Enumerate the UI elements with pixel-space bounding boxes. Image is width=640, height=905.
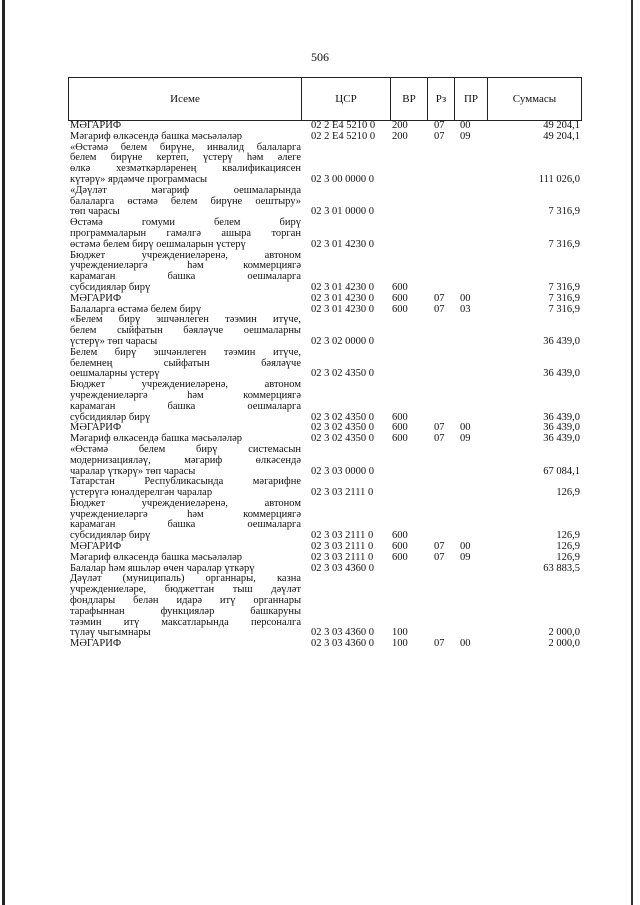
table-row <box>70 240 584 251</box>
row-sum <box>487 499 582 510</box>
row-vr <box>390 218 427 229</box>
row-sum <box>487 402 582 413</box>
row-sum: 7 316,9 <box>548 292 580 304</box>
row-vr <box>390 164 427 175</box>
row-rz <box>427 488 454 499</box>
row-sum <box>487 391 582 402</box>
row-csr: 02 3 03 2111 0 <box>311 551 374 563</box>
row-name-line: Балалар һәм яшьләр өчен чаралар үткәрү <box>70 562 255 574</box>
header-sum: Суммасы <box>512 93 557 105</box>
row-csr: 02 3 03 2111 0 <box>311 487 374 499</box>
row-vr: 600 <box>392 292 408 304</box>
row-pr <box>454 143 487 154</box>
row-sum: 2 000,0 <box>548 627 580 639</box>
row-vr <box>390 467 427 478</box>
row-pr <box>454 380 487 391</box>
row-csr <box>301 596 390 607</box>
row-sum: 7 316,9 <box>548 238 580 250</box>
row-rz <box>427 585 454 596</box>
row-pr <box>454 240 487 251</box>
row-pr <box>454 391 487 402</box>
row-sum <box>487 348 582 359</box>
row-rz <box>427 596 454 607</box>
scan-edge-left <box>2 0 5 905</box>
row-pr <box>454 164 487 175</box>
row-pr: 09 <box>460 130 471 142</box>
row-vr <box>390 564 427 575</box>
row-rz <box>427 520 454 531</box>
row-pr <box>454 564 487 575</box>
row-pr <box>454 628 487 639</box>
row-rz: 07 <box>434 130 445 142</box>
row-name-line: белем сыйфатын бәяләүче оешмаларны <box>70 325 301 337</box>
row-rz: 07 <box>434 638 445 650</box>
table-row <box>70 294 584 305</box>
row-pr <box>454 272 487 283</box>
row-sum: 126,9 <box>556 541 580 553</box>
row-csr <box>301 445 390 456</box>
row-pr <box>454 607 487 618</box>
row-name-line: МӘГАРИФ <box>70 541 122 553</box>
row-name-line: Бюджет учреждениеләренә, автоном <box>70 249 301 261</box>
row-vr <box>390 445 427 456</box>
table-row <box>70 639 584 650</box>
row-sum: 36 439,0 <box>543 411 580 423</box>
row-vr <box>390 391 427 402</box>
row-pr: 00 <box>460 120 471 131</box>
table-row <box>70 456 584 467</box>
row-rz <box>427 477 454 488</box>
row-vr <box>390 402 427 413</box>
row-name-line: Мәгариф өлкәсендә башка мәсьәләләр <box>70 130 242 142</box>
row-name-line: МӘГАРИФ <box>70 638 122 650</box>
row-vr: 600 <box>392 551 408 563</box>
row-csr: 02 3 03 0000 0 <box>311 465 374 477</box>
row-sum: 36 439,0 <box>543 433 580 445</box>
row-pr <box>454 488 487 499</box>
row-csr <box>301 499 390 510</box>
row-sum <box>487 380 582 391</box>
row-vr <box>390 477 427 488</box>
row-name-line: субсидияләр бирү <box>70 530 151 542</box>
row-rz <box>427 391 454 402</box>
row-csr <box>301 348 390 359</box>
row-rz <box>427 445 454 456</box>
row-rz <box>427 175 454 186</box>
row-name-line: төп чарасы <box>70 206 120 218</box>
row-sum: 36 439,0 <box>543 335 580 347</box>
row-vr <box>390 326 427 337</box>
row-vr: 100 <box>392 638 408 650</box>
row-vr: 600 <box>392 433 408 445</box>
row-vr <box>390 348 427 359</box>
row-name-line: фондлары белән идарә итү органнары <box>70 595 301 607</box>
row-csr: 02 3 03 2111 0 <box>311 541 374 553</box>
row-vr: 200 <box>392 120 408 131</box>
row-name-line: «Өстәмә белем бирү системасын <box>70 443 301 455</box>
table-row <box>70 186 584 197</box>
row-pr <box>454 315 487 326</box>
row-name-line: Өстәмә гомуми белем бирү <box>70 217 301 229</box>
row-name-line: өстәмә белем бирү оешмаларын үстерү <box>70 238 246 250</box>
row-rz <box>427 359 454 370</box>
row-sum: 7 316,9 <box>548 303 580 315</box>
row-pr <box>454 402 487 413</box>
row-rz <box>427 229 454 240</box>
row-name-line: Бюджет учреждениеләренә, автоном <box>70 379 301 391</box>
row-rz <box>427 153 454 164</box>
row-sum <box>487 186 582 197</box>
row-vr <box>390 456 427 467</box>
row-rz: 07 <box>434 120 445 131</box>
row-vr <box>390 607 427 618</box>
header-pr: ПР <box>455 78 488 120</box>
row-sum <box>487 261 582 272</box>
row-csr: 02 3 01 4230 0 <box>311 292 374 304</box>
row-vr <box>390 574 427 585</box>
row-pr <box>454 175 487 186</box>
row-name-line: МӘГАРИФ <box>70 292 122 304</box>
row-vr: 600 <box>392 541 408 553</box>
header-csr: ЦСР <box>302 78 391 120</box>
row-csr: 02 3 03 4360 0 <box>311 562 374 574</box>
row-pr <box>454 186 487 197</box>
row-rz <box>427 186 454 197</box>
row-pr <box>454 456 487 467</box>
row-csr: 02 3 02 4350 0 <box>311 368 374 380</box>
row-name-line: программаларын гамәлгә ашыра торган <box>70 227 301 239</box>
row-rz <box>427 456 454 467</box>
row-name-line: белемнең сыйфатын бәяләүче <box>70 357 301 369</box>
row-pr <box>454 153 487 164</box>
row-name-line: түләү чыгымнары <box>70 627 151 639</box>
row-rz <box>427 218 454 229</box>
row-sum <box>487 456 582 467</box>
row-sum: 7 316,9 <box>548 206 580 218</box>
row-sum <box>487 143 582 154</box>
row-pr <box>454 510 487 521</box>
row-rz <box>427 369 454 380</box>
row-rz <box>427 272 454 283</box>
row-pr <box>454 348 487 359</box>
row-rz <box>427 240 454 251</box>
row-vr: 600 <box>392 530 408 542</box>
row-csr: 02 3 02 4350 0 <box>311 411 374 423</box>
row-vr: 600 <box>392 411 408 423</box>
row-csr: 02 2 Е4 5210 0 <box>311 130 376 142</box>
row-csr <box>301 585 390 596</box>
row-sum: 126,9 <box>556 551 580 563</box>
row-sum: 36 439,0 <box>543 422 580 434</box>
row-vr <box>390 175 427 186</box>
row-vr <box>390 229 427 240</box>
row-sum <box>487 218 582 229</box>
row-csr <box>301 261 390 272</box>
row-pr <box>454 337 487 348</box>
row-pr <box>454 574 487 585</box>
row-vr <box>390 359 427 370</box>
row-sum <box>487 510 582 521</box>
row-sum: 49 204,1 <box>543 120 580 131</box>
row-name-line: карамаган башка оешмаларга <box>70 400 301 412</box>
row-pr <box>454 413 487 424</box>
row-rz <box>427 261 454 272</box>
row-rz <box>427 143 454 154</box>
row-rz <box>427 574 454 585</box>
row-csr <box>301 456 390 467</box>
row-pr <box>454 218 487 229</box>
row-rz <box>427 315 454 326</box>
row-csr: 02 3 02 4350 0 <box>311 433 374 445</box>
row-sum: 126,9 <box>556 530 580 542</box>
scan-edge-right <box>631 0 633 905</box>
row-sum: 67 084,1 <box>543 465 580 477</box>
row-rz <box>427 618 454 629</box>
row-rz <box>427 197 454 208</box>
row-sum: 111 026,0 <box>538 173 580 185</box>
row-sum: 7 316,9 <box>548 281 580 293</box>
row-pr: 09 <box>460 551 471 563</box>
row-pr <box>454 499 487 510</box>
row-sum <box>487 607 582 618</box>
header-name: Исеме <box>69 78 302 120</box>
row-csr: 02 3 02 0000 0 <box>311 335 374 347</box>
row-vr <box>390 197 427 208</box>
row-rz <box>427 402 454 413</box>
row-name-line: модернизацияләү, мәгариф өлкәсендә <box>70 454 301 466</box>
row-csr <box>301 402 390 413</box>
row-name-line: учреждениеләргә һәм коммерциягә <box>70 389 301 401</box>
row-name-line: «Белем бирү эшчәнлеген тәэмин итүче, <box>70 314 301 326</box>
row-csr: 02 3 03 4360 0 <box>311 627 374 639</box>
row-csr <box>301 574 390 585</box>
row-csr <box>301 391 390 402</box>
row-csr <box>301 153 390 164</box>
row-name-line: субсидияләр бирү <box>70 281 151 293</box>
row-name-line: учреждениеләргә һәм коммерциягә <box>70 508 301 520</box>
row-rz <box>427 564 454 575</box>
row-name-line: учреждениеләре, бюджеттан тыш дәүләт <box>70 584 301 596</box>
row-pr: 00 <box>460 292 471 304</box>
row-vr <box>390 380 427 391</box>
row-rz <box>427 326 454 337</box>
table-row <box>70 348 584 359</box>
row-name-line: Мәгариф өлкәсендә башка мәсьәләләр <box>70 433 242 445</box>
row-pr <box>454 618 487 629</box>
row-name-line: тәэмин итү максатларында персоналга <box>70 616 301 628</box>
row-csr: 02 3 00 0000 0 <box>311 173 374 185</box>
row-name-line: МӘГАРИФ <box>70 120 122 131</box>
row-name-line: Татарстан Республикасында мәгарифне <box>70 476 301 488</box>
row-name-line: карамаган башка оешмаларга <box>70 271 301 283</box>
header-rz: Рз <box>428 78 455 120</box>
row-pr: 00 <box>460 422 471 434</box>
row-sum: 2 000,0 <box>548 638 580 650</box>
row-rz <box>427 380 454 391</box>
row-sum: 36 439,0 <box>543 368 580 380</box>
row-pr: 09 <box>460 433 471 445</box>
row-vr: 200 <box>392 130 408 142</box>
row-sum <box>487 596 582 607</box>
row-vr <box>390 315 427 326</box>
row-rz: 07 <box>434 422 445 434</box>
row-pr <box>454 207 487 218</box>
row-name-line: Белем бирү эшчәнлеген тәэмин итүче, <box>70 346 301 358</box>
row-sum <box>487 574 582 585</box>
row-vr <box>390 369 427 380</box>
row-vr <box>390 153 427 164</box>
row-pr: 00 <box>460 638 471 650</box>
row-csr: 02 3 03 2111 0 <box>311 530 374 542</box>
row-vr <box>390 510 427 521</box>
row-vr <box>390 596 427 607</box>
row-rz: 07 <box>434 541 445 553</box>
row-rz: 07 <box>434 303 445 315</box>
row-rz: 07 <box>434 433 445 445</box>
row-pr <box>454 197 487 208</box>
row-pr <box>454 326 487 337</box>
row-name-line: «Өстәмә белем бирүне, инвалид балаларга <box>70 141 301 153</box>
row-vr <box>390 261 427 272</box>
row-name-line: Бюджет учреждениеләренә, автоном <box>70 497 301 509</box>
row-vr: 600 <box>392 422 408 434</box>
row-name-line: үстерү» төп чарасы <box>70 335 158 347</box>
row-vr: 600 <box>392 281 408 293</box>
row-name-line: тарафыннан функцияләр башкаруны <box>70 605 301 617</box>
row-pr <box>454 229 487 240</box>
row-name-line: оешмаларны үстерү <box>70 368 160 380</box>
row-vr <box>390 207 427 218</box>
row-name-line: күтәрү» ярдәмче программасы <box>70 173 208 185</box>
row-name-line: МӘГАРИФ <box>70 422 122 434</box>
row-vr <box>390 499 427 510</box>
row-name-line: субсидияләр бирү <box>70 411 151 423</box>
row-vr <box>390 143 427 154</box>
table-header <box>68 77 582 121</box>
row-sum <box>487 585 582 596</box>
row-pr <box>454 585 487 596</box>
row-pr: 03 <box>460 303 471 315</box>
row-csr <box>301 251 390 262</box>
row-sum <box>487 251 582 262</box>
row-csr <box>301 315 390 326</box>
row-name-line: үстерүгә юнәлдерелгән чаралар <box>70 487 213 499</box>
row-sum: 49 204,1 <box>543 130 580 142</box>
row-name-line: Дәүләт (муниципаль) органнары, казна <box>70 573 301 585</box>
row-pr <box>454 283 487 294</box>
row-csr: 02 3 03 4360 0 <box>311 638 374 650</box>
row-sum: 63 883,5 <box>543 562 580 574</box>
row-rz <box>427 337 454 348</box>
row-csr: 02 3 02 4350 0 <box>311 422 374 434</box>
row-rz <box>427 207 454 218</box>
table-body <box>70 121 584 650</box>
row-rz <box>427 510 454 521</box>
row-name-line: Мәгариф өлкәсендә башка мәсьәләләр <box>70 551 242 563</box>
row-csr: 02 2 Е4 5210 0 <box>311 120 376 131</box>
row-sum <box>487 153 582 164</box>
row-csr <box>301 186 390 197</box>
row-name-line: белем бирүне кертеп, үстерү һәм әлеге <box>70 152 301 164</box>
row-csr: 02 3 01 4230 0 <box>311 281 374 293</box>
row-vr <box>390 585 427 596</box>
row-pr <box>454 531 487 542</box>
row-sum <box>487 445 582 456</box>
row-vr <box>390 186 427 197</box>
row-csr <box>301 380 390 391</box>
row-pr <box>454 477 487 488</box>
row-pr <box>454 520 487 531</box>
row-pr <box>454 369 487 380</box>
row-csr: 02 3 01 0000 0 <box>311 206 374 218</box>
row-rz <box>427 467 454 478</box>
row-csr: 02 3 01 4230 0 <box>311 303 374 315</box>
row-vr <box>390 337 427 348</box>
row-name-line: «Дәүләт мәгариф оешмаларында <box>70 184 301 196</box>
row-rz <box>427 499 454 510</box>
row-rz: 07 <box>434 551 445 563</box>
row-pr <box>454 261 487 272</box>
row-name-line: учреждениеләргә һәм коммерциягә <box>70 260 301 272</box>
page-number: 506 <box>311 50 329 64</box>
row-rz: 07 <box>434 292 445 304</box>
row-pr: 00 <box>460 541 471 553</box>
row-rz <box>427 164 454 175</box>
row-name-line: балаларга өстәмә белем бирүне оештыру» <box>70 195 301 207</box>
row-rz <box>427 348 454 359</box>
row-name-line: чаралар үткәрү» төп чарасы <box>70 465 196 477</box>
row-csr <box>301 510 390 521</box>
row-csr <box>301 143 390 154</box>
row-name-line: өлкә хезмәткәрләренең квалификациясен <box>70 163 301 175</box>
row-sum <box>487 315 582 326</box>
row-pr <box>454 251 487 262</box>
table-row <box>70 132 584 143</box>
row-rz <box>427 607 454 618</box>
row-pr <box>454 467 487 478</box>
row-rz <box>427 251 454 262</box>
header-vr: ВР <box>391 78 428 120</box>
row-name-line: карамаган башка оешмаларга <box>70 519 301 531</box>
row-pr <box>454 445 487 456</box>
row-csr: 02 3 01 4230 0 <box>311 238 374 250</box>
row-sum: 126,9 <box>556 487 580 499</box>
table-row <box>70 402 584 413</box>
row-vr <box>390 240 427 251</box>
row-pr <box>454 359 487 370</box>
row-pr <box>454 596 487 607</box>
row-name-line: Балаларга өстәмә белем бирү <box>70 303 202 315</box>
row-csr <box>301 607 390 618</box>
row-vr <box>390 251 427 262</box>
row-vr: 100 <box>392 627 408 639</box>
row-csr <box>301 218 390 229</box>
row-vr: 600 <box>392 303 408 315</box>
row-vr <box>390 488 427 499</box>
